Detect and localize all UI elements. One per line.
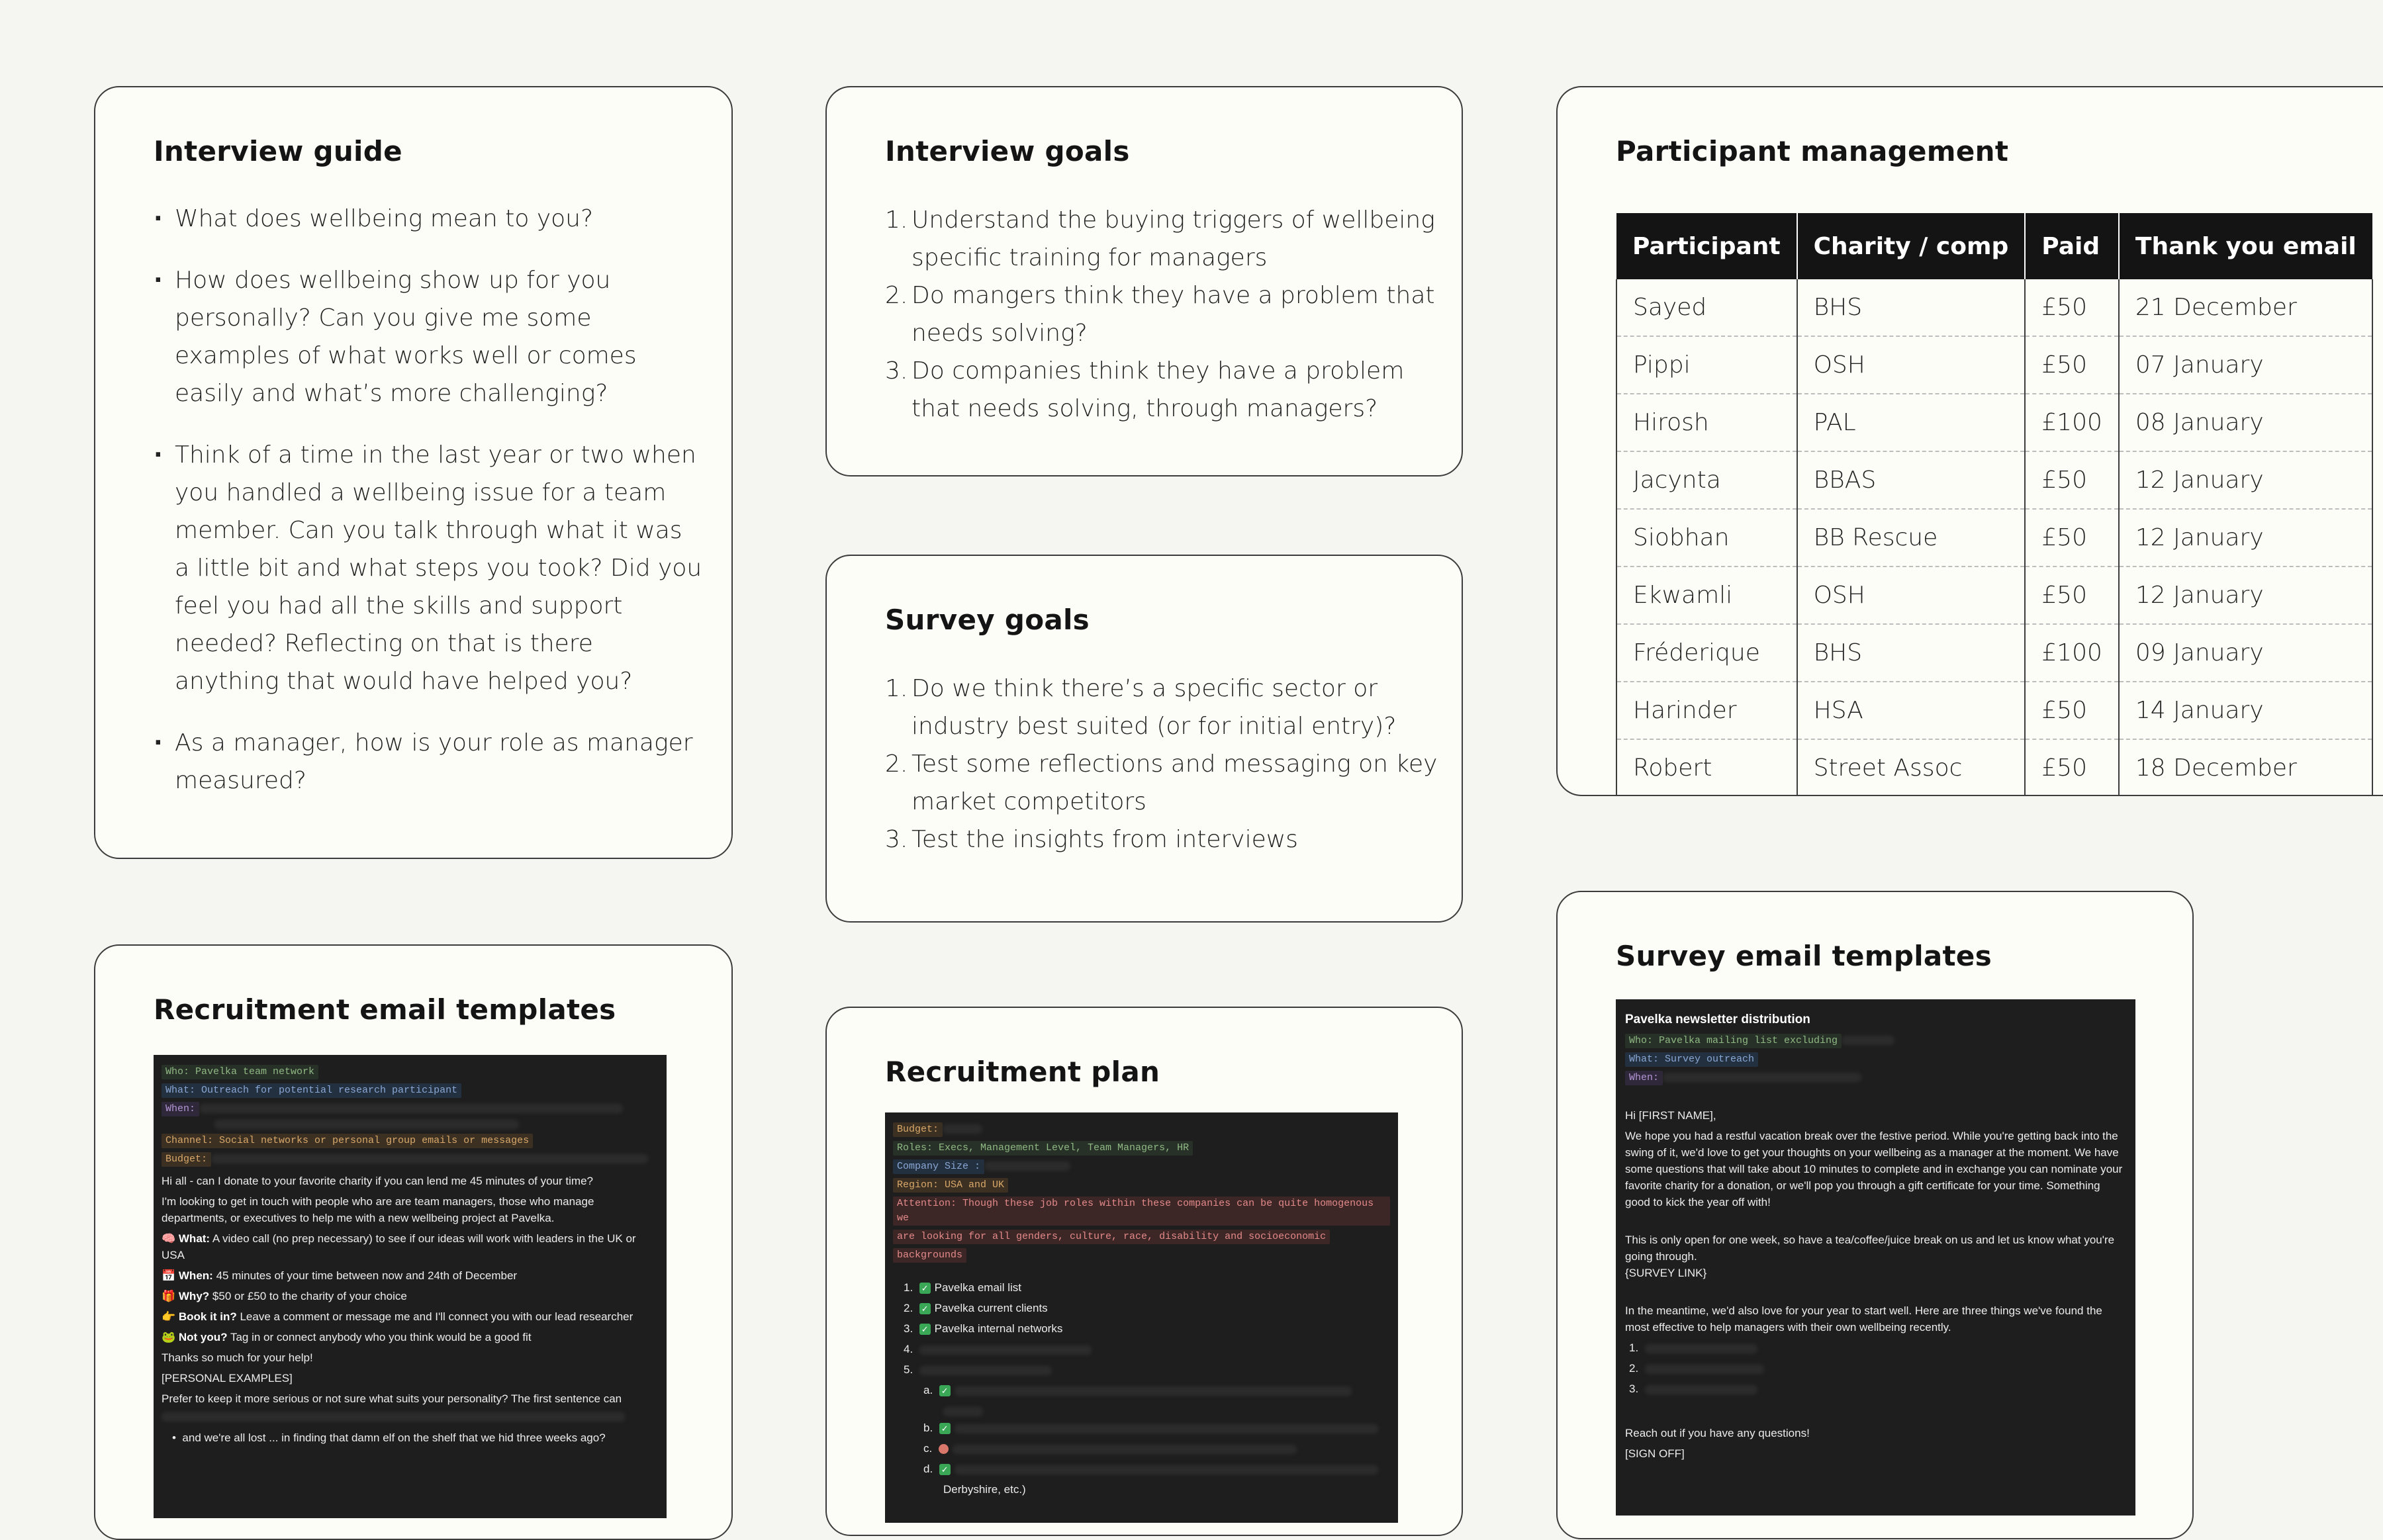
- recruitment-plan-card: [825, 1007, 1463, 1536]
- survey-list-item: 3.: [1625, 1381, 2126, 1397]
- plan-tail: Derbyshire, etc.): [943, 1483, 1026, 1496]
- table-cell: OSH: [1797, 336, 2026, 394]
- survey-outro: Reach out if you have any questions!: [1625, 1427, 1810, 1439]
- column-header: Charity / comp: [1797, 213, 2026, 279]
- table-cell: £50: [2025, 682, 2119, 739]
- table-row: [1616, 336, 2372, 394]
- email-what: 🧠 What: A video call (no prep necessary) to see if our ideas will work with leaders in the UK or USA: [162, 1232, 636, 1261]
- table-cell: £50: [2025, 451, 2119, 509]
- list-item: 2. Test some reflections and messaging on key market competitors: [885, 750, 1438, 815]
- when-tag: When:: [162, 1102, 199, 1116]
- interview-goals-list: [885, 201, 1448, 428]
- table-row: [1616, 279, 2372, 336]
- list-item: 3. Test the insights from interviews: [885, 826, 1298, 853]
- table-row: [1616, 509, 2372, 566]
- participant-management-card: [1556, 86, 2383, 796]
- company-size-tag: Company Size :: [893, 1159, 984, 1174]
- list-item: · How does wellbeing show up for you personally? Can you give me some examples of what works well or comes easily and what’s more challenging?: [154, 261, 703, 412]
- table-cell: HSA: [1797, 682, 2026, 739]
- table-cell: BHS: [1797, 279, 2026, 336]
- table-cell: Pippi: [1616, 336, 1797, 394]
- table-cell: 14 January: [2119, 682, 2372, 739]
- recruitment-email-preview: [154, 1055, 667, 1518]
- channel-tag: Channel: Social networks or personal group emails or messages: [162, 1134, 533, 1148]
- email-notyou: 🐸 Not you? Tag in or connect anybody who you think would be a good fit: [162, 1331, 532, 1343]
- survey-para2: This is only open for one week, so have a tea/coffee/juice break on us and let us know what you're going through.: [1625, 1234, 2115, 1263]
- attention-tag: backgrounds: [893, 1248, 966, 1263]
- survey-goals-title: Survey goals: [885, 604, 1090, 636]
- email-personal: [PERSONAL EXAMPLES]: [162, 1372, 293, 1384]
- attention-tag: Attention: Though these job roles within these companies can be quite homogenous we: [893, 1197, 1390, 1226]
- table-row: [1616, 566, 2372, 624]
- table-cell: Hirosh: [1616, 394, 1797, 451]
- survey-goals-list: [885, 670, 1448, 858]
- table-cell: £50: [2025, 739, 2119, 796]
- survey-email-card: [1556, 891, 2194, 1539]
- survey-greeting: Hi [FIRST NAME],: [1625, 1109, 1716, 1122]
- table-cell: £50: [2025, 509, 2119, 566]
- email-looking: I'm looking to get in touch with people who are are team managers, those who manage departments, or executives to help me with a new wellbeing project at Pavelka.: [162, 1195, 594, 1224]
- table-cell: £50: [2025, 336, 2119, 394]
- recruitment-email-title: Recruitment email templates: [154, 993, 616, 1026]
- table-row: [1616, 451, 2372, 509]
- roles-tag: Roles: Execs, Management Level, Team Managers, HR: [893, 1141, 1193, 1155]
- recruitment-plan-title: Recruitment plan: [885, 1056, 1160, 1088]
- table-cell: OSH: [1797, 566, 2026, 624]
- list-item: 1. Do we think there’s a specific sector or industry best suited (or for initial entry)?: [885, 675, 1397, 740]
- table-cell: 12 January: [2119, 451, 2372, 509]
- participant-table: [1616, 213, 2373, 796]
- table-header-row: [1616, 213, 2372, 279]
- table-row: [1616, 682, 2372, 739]
- plan-list-item: 5.: [893, 1361, 1390, 1378]
- table-cell: £50: [2025, 566, 2119, 624]
- column-header: Thank you email: [2119, 213, 2372, 279]
- table-cell: Siobhan: [1616, 509, 1797, 566]
- plan-list-item: 3. ✓ Pavelka internal networks: [904, 1322, 1063, 1335]
- email-bullet: • and we're all lost ... in finding that damn elf on the shelf that we hid three weeks ago?: [172, 1431, 606, 1444]
- table-cell: 12 January: [2119, 566, 2372, 624]
- what-tag: What: Survey outreach: [1625, 1052, 1758, 1067]
- attention-tag: are looking for all genders, culture, race, disability and socioeconomic: [893, 1230, 1330, 1244]
- table-cell: £100: [2025, 624, 2119, 682]
- email-when: 📅 When: 45 minutes of your time between now and 24th of December: [162, 1269, 518, 1282]
- table-cell: Ekwamli: [1616, 566, 1797, 624]
- list-item: · As a manager, how is your role as manager measured?: [154, 724, 703, 799]
- survey-goals-card: [825, 555, 1463, 923]
- table-row: [1616, 624, 2372, 682]
- plan-list-item: 2. ✓ Pavelka current clients: [904, 1302, 1048, 1314]
- survey-para3: In the meantime, we'd also love for your year to start well. Here are three things we've found the most effective to help managers with their own wellbeing recently.: [1625, 1304, 2102, 1334]
- region-tag: Region: USA and UK: [893, 1178, 1008, 1193]
- plan-sub-item: c.: [893, 1440, 1390, 1457]
- budget-tag: Budget:: [162, 1152, 211, 1167]
- column-header: Participant: [1616, 213, 1797, 279]
- when-tag: When:: [1625, 1071, 1663, 1085]
- email-book: 👉 Book it in? Leave a comment or message me and I'll connect you with our lead researcher: [162, 1310, 633, 1323]
- recruitment-email-card: [94, 944, 733, 1540]
- interview-guide-title: Interview guide: [154, 135, 402, 167]
- survey-signoff: [SIGN OFF]: [1625, 1447, 1685, 1460]
- plan-list-item: 1. ✓ Pavelka email list: [904, 1281, 1021, 1294]
- table-row: [1616, 739, 2372, 796]
- column-header: Paid: [2025, 213, 2119, 279]
- participant-management-title: Participant management: [1616, 135, 2009, 167]
- interview-guide-list: [154, 200, 703, 823]
- table-cell: BBAS: [1797, 451, 2026, 509]
- table-cell: PAL: [1797, 394, 2026, 451]
- what-tag: What: Outreach for potential research participant: [162, 1083, 461, 1098]
- table-cell: Fréderique: [1616, 624, 1797, 682]
- table-cell: 21 December: [2119, 279, 2372, 336]
- email-prefer: Prefer to keep it more serious or not sure what suits your personality? The first sentence can: [162, 1392, 622, 1405]
- table-cell: BHS: [1797, 624, 2026, 682]
- email-why: 🎁 Why? $50 or £50 to the charity of your choice: [162, 1290, 407, 1302]
- list-item: · What does wellbeing mean to you?: [154, 200, 703, 238]
- list-item: · Think of a time in the last year or two when you handled a wellbeing issue for a team member. Can you talk through what it was a little bit and what steps you took? Did you feel you had all the skills and support needed? Reflecting on that is there anything that would have helped you?: [154, 436, 703, 700]
- table-cell: Street Assoc: [1797, 739, 2026, 796]
- table-cell: £50: [2025, 279, 2119, 336]
- table-cell: 18 December: [2119, 739, 2372, 796]
- list-item: 2. Do mangers think they have a problem that needs solving?: [885, 282, 1435, 347]
- survey-list-item: 1.: [1625, 1339, 2126, 1356]
- interview-guide-card: [94, 86, 733, 859]
- interview-goals-card: [825, 86, 1463, 476]
- table-cell: 07 January: [2119, 336, 2372, 394]
- plan-sub-item: b. ✓: [893, 1420, 1390, 1436]
- survey-list-item: 2.: [1625, 1360, 2126, 1377]
- plan-sub-item: d. ✓: [893, 1461, 1390, 1477]
- table-cell: £100: [2025, 394, 2119, 451]
- interview-goals-title: Interview goals: [885, 135, 1130, 167]
- table-cell: 12 January: [2119, 509, 2372, 566]
- who-tag: Who: Pavelka mailing list excluding: [1625, 1034, 1842, 1048]
- survey-link: {SURVEY LINK}: [1625, 1267, 1707, 1279]
- survey-email-heading: Pavelka newsletter distribution: [1625, 1013, 1810, 1026]
- table-cell: Robert: [1616, 739, 1797, 796]
- list-item: 3. Do companies think they have a problem that needs solving, through managers?: [885, 357, 1405, 422]
- table-cell: Sayed: [1616, 279, 1797, 336]
- list-item: 1. Understand the buying triggers of wellbeing specific training for managers: [885, 206, 1435, 271]
- email-intro: Hi all - can I donate to your favorite charity if you can lend me 45 minutes of your time?: [162, 1175, 593, 1187]
- email-thanks: Thanks so much for your help!: [162, 1351, 313, 1364]
- plan-sub-item: a. ✓: [893, 1382, 1390, 1398]
- table-row: [1616, 394, 2372, 451]
- survey-email-preview: [1616, 999, 2135, 1516]
- recruitment-plan-preview: [885, 1112, 1398, 1523]
- budget-tag: Budget:: [893, 1122, 943, 1137]
- who-tag: Who: Pavelka team network: [162, 1065, 318, 1079]
- plan-list-item: 4.: [893, 1341, 1390, 1357]
- survey-email-title: Survey email templates: [1616, 940, 1992, 972]
- survey-para1: We hope you had a restful vacation break over the festive period. While you're getting back into the swing of it, we'd love to get your thoughts on your wellbeing as a manager at the moment. We have some questions that will take about 10 minutes to complete and in exchange you can nominate your favorite charity for a donation, or we'll pop you through a gift certificate for your time. Something good to kick the year off with!: [1625, 1130, 2123, 1208]
- table-cell: Harinder: [1616, 682, 1797, 739]
- table-cell: Jacynta: [1616, 451, 1797, 509]
- table-cell: BB Rescue: [1797, 509, 2026, 566]
- table-cell: 08 January: [2119, 394, 2372, 451]
- table-cell: 09 January: [2119, 624, 2372, 682]
